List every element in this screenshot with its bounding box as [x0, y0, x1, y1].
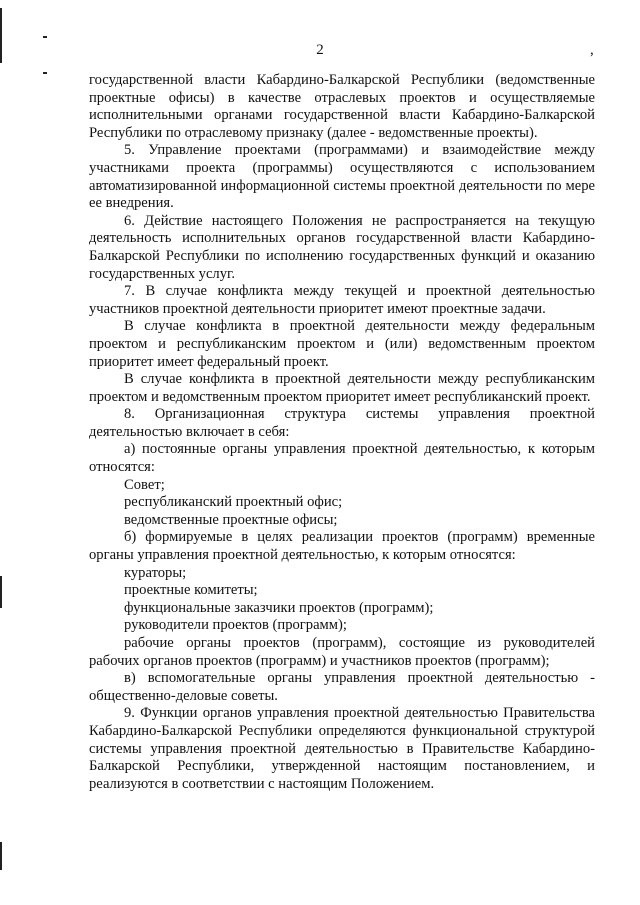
scan-edge-mark — [43, 72, 47, 74]
page-number: 2 — [316, 42, 324, 58]
paragraph: В случае конфликта в проектной деятельности между федеральным проектом и республиканским проектом и (или) ведомственным проектом приоритет имеет федеральный проект. — [89, 318, 595, 370]
paragraph: рабочие органы проектов (программ), состоящие из руководителей рабочих органов проектов (программ) и участников проектов (программ); — [89, 635, 595, 669]
list-item: проектные комитеты; — [124, 582, 258, 599]
paragraph: в) вспомогательные органы управления проектной деятельностью - общественно-деловые советы. — [89, 670, 595, 704]
paragraph: б) формируемые в целях реализации проектов (программ) временные органы управления проектной деятельностью, к которым относятся: — [89, 529, 595, 564]
list-item: ведомственные проектные офисы; — [124, 511, 338, 528]
paragraph: 6. Действие настоящего Положения не распространяется на текущую деятельность исполнительных органов государственной власти Кабардино-Балкарской Республики по исполнению государственных функций и оказанию государственных услуг. — [89, 212, 595, 282]
list-item: Совет; — [124, 476, 165, 493]
list-item: республиканский проектный офис; — [124, 494, 343, 511]
paragraph: государственной власти Кабардино-Балкарской Республики (ведомственные проектные офисы) в качестве отраслевых проектов и осуществляемые исполнительными органами государственной власти Кабардино-Балкарской Республики по отраслевому признаку (далее - ведомственные проекты). — [89, 72, 595, 141]
scan-edge-mark — [43, 36, 47, 38]
paragraph: 7. В случае конфликта между текущей и проектной деятельностью участников проектной деятельности приоритет имеют проектные задачи. — [89, 283, 595, 317]
paragraph: а) постоянные органы управления проектной деятельностью, к которым относятся: — [89, 441, 595, 476]
paragraph: В случае конфликта в проектной деятельности между республиканским проектом и ведомственным проектом приоритет имеет республиканский проект. — [89, 371, 595, 405]
paragraph: 8. Организационная структура системы управления проектной деятельностью включает в себя: — [89, 406, 595, 440]
list-item: функциональные заказчики проектов (программ); — [124, 599, 434, 616]
paragraph: 5. Управление проектами (программами) и взаимодействие между участниками проекта (программы) осуществляются с использованием автоматизированной информационной системы проектной деятельности по мере ее внедрения. — [89, 142, 595, 212]
list-item: кураторы; — [124, 564, 187, 581]
document-body — [89, 72, 595, 793]
scan-edge-mark — [0, 576, 2, 608]
corner-mark: , — [590, 42, 594, 58]
paragraph: 9. Функции органов управления проектной деятельностью Правительства Кабардино-Балкарской Республики определяются функциональной структурой системы управления проектной деятельностью в Правительстве Кабардино-Балкарской Республики, утвержденной настоящим постановлением, и реализуются в соответствии с настоящим Положением. — [89, 705, 595, 792]
list-item: руководители проектов (программ); — [124, 617, 347, 634]
scan-edge-mark — [0, 842, 2, 870]
